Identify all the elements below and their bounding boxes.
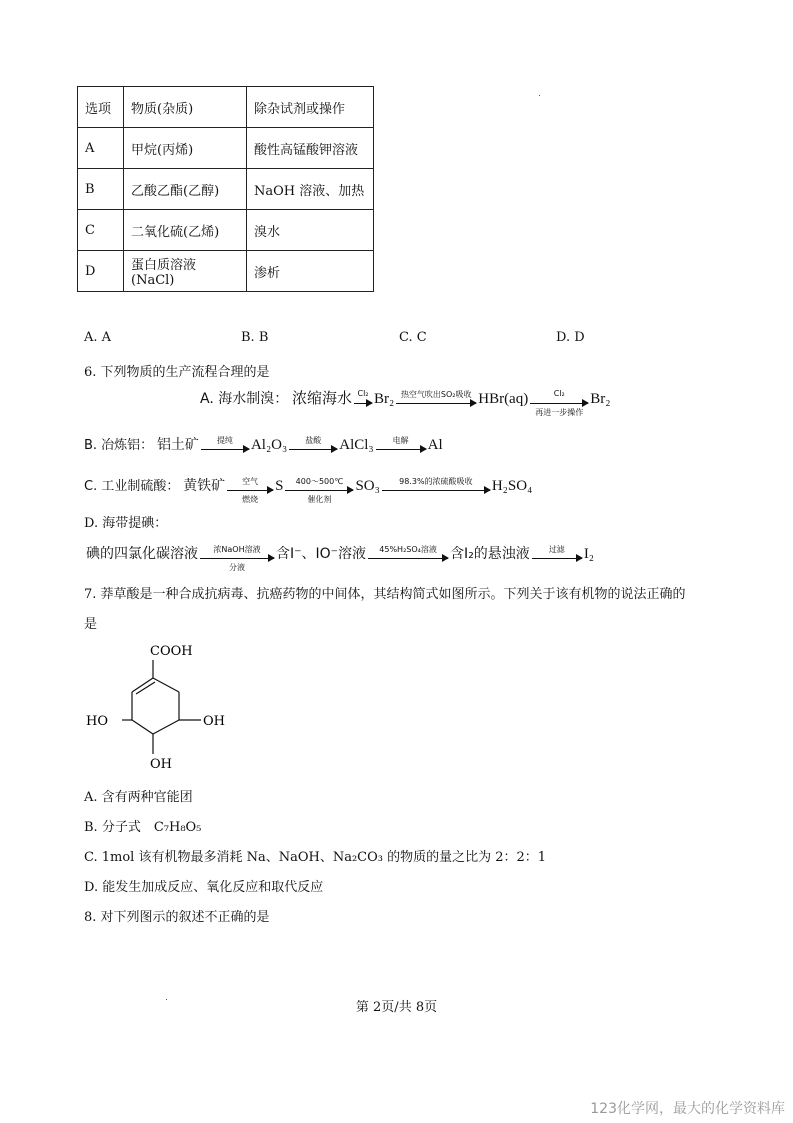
table-cell: 溴水 [247,210,374,251]
q6-b-product: Al₂O₃ [250,437,288,453]
arrow-icon: 浓NaOH溶液 分液 [200,550,274,559]
structure-label-ho: HO [86,714,108,729]
q6-option-a [200,387,611,418]
structure-label-cooh: COOH [150,644,193,659]
options-table [77,86,374,292]
arrow-icon: Cl₂ 再进一步操作 [530,395,588,404]
arrow-icon: 98.3%的浓硫酸吸收 [382,482,490,491]
table-cell: A [78,128,124,169]
shikimic-acid-structure [80,640,240,775]
q6-c-start: 黄铁矿 [183,478,226,494]
table-cell: 渗析 [247,251,374,292]
arrow-icon: 盐酸 [289,441,337,450]
table-header-cell: 选项 [78,87,124,128]
table-cell: 二氧化硫(乙烯) [124,210,247,251]
table-header-cell: 物质(杂质) [124,87,247,128]
table-cell: 甲烷(丙烯) [124,128,247,169]
table-cell: D [78,251,124,292]
answer-option-b: B. B [241,330,269,345]
table-row [78,251,374,292]
arrow-icon: 提纯 [201,441,249,450]
q6-option-b [84,434,443,454]
q6-option-d [86,543,595,573]
q6-stem: 6. 下列物质的生产流程合理的是 [84,365,270,380]
table-row [78,210,374,251]
table-cell: 蛋白质溶液(NaCl) [124,251,247,292]
table-row [78,128,374,169]
arrow-icon: 电解 [376,441,426,450]
arrow-icon: 400～500℃ 催化剂 [285,482,353,491]
arrow-icon: 过滤 [532,550,582,559]
q6-a-product: Br₂ [590,391,611,407]
q6-b-start: 铝土矿 [156,437,199,453]
q7-option-a: A. 含有两种官能团 [84,790,193,805]
table-cell: 乙酸乙酯(乙醇) [124,169,247,210]
q6-b-product: AlCl₃ [339,437,374,453]
q6-a-product: HBr(aq) [478,391,529,407]
table-header-cell: 除杂试剂或操作 [247,87,374,128]
watermark: 123化学网，最大的化学资料库 [590,1101,785,1117]
answer-option-c: C. C [399,330,427,345]
arrow-icon: Cl₂ [354,395,372,404]
q6-d-label: D. 海带提碘： [84,516,168,531]
q6-option-c [84,475,533,505]
arrow-icon: 空气 燃烧 [227,482,273,491]
q7-option-d: D. 能发生加成反应、氧化反应和取代反应 [84,880,324,895]
arrow-icon: 45%H₂SO₄溶液 [368,550,448,559]
answer-option-d: D. D [556,330,585,345]
q6-c-product: SO₃ [355,478,380,494]
q7-stem-continued: 是 [84,617,98,632]
page-footer: 第 2页/共 8页 [355,1000,438,1015]
q6-d-product: 含I⁻、IO⁻溶液 [276,546,367,562]
table-cell: 酸性高锰酸钾溶液 [247,128,374,169]
q6-a-start: 浓缩海水 [291,389,352,407]
q6-b-label: B. 冶炼铝： [84,438,154,453]
q6-a-label: A. 海水制溴： [200,391,289,407]
table-row [78,169,374,210]
table-cell: B [78,169,124,210]
q6-c-product: H₂SO₄ [491,478,533,494]
q7-option-c: C. 1mol 该有机物最多消耗 Na、NaOH、Na₂CO₃ 的物质的量之比为 2：2：1 [84,850,547,865]
q6-d-start: 碘的四氯化碳溶液 [86,546,198,562]
q7-option-b: B. 分子式 C₇H₈O₅ [84,820,202,835]
table-cell: C [78,210,124,251]
table-cell: NaOH 溶液、加热 [247,169,374,210]
q6-c-label: C. 工业制硫酸： [84,479,180,494]
table-header-row [78,87,374,128]
q7-stem: 7. 莽草酸是一种合成抗病毒、抗癌药物的中间体，其结构简式如图所示。下列关于该有机物的说法正确的 [84,587,686,602]
answer-option-a: A. A [84,330,112,345]
structure-label-oh-bottom: OH [150,757,172,772]
q6-c-product: S [275,478,284,494]
q6-a-product: Br₂ [374,391,395,407]
q6-b-product: Al [427,437,443,453]
q6-d-product: I₂ [583,546,595,562]
q8-stem: 8. 对下列图示的叙述不正确的是 [84,910,270,925]
structure-label-oh-right: OH [203,714,225,729]
arrow-icon: 热空气吹出SO₂吸收 [396,395,476,404]
stray-dot [539,95,540,96]
q6-d-product: 含I₂的悬浊液 [450,546,530,562]
